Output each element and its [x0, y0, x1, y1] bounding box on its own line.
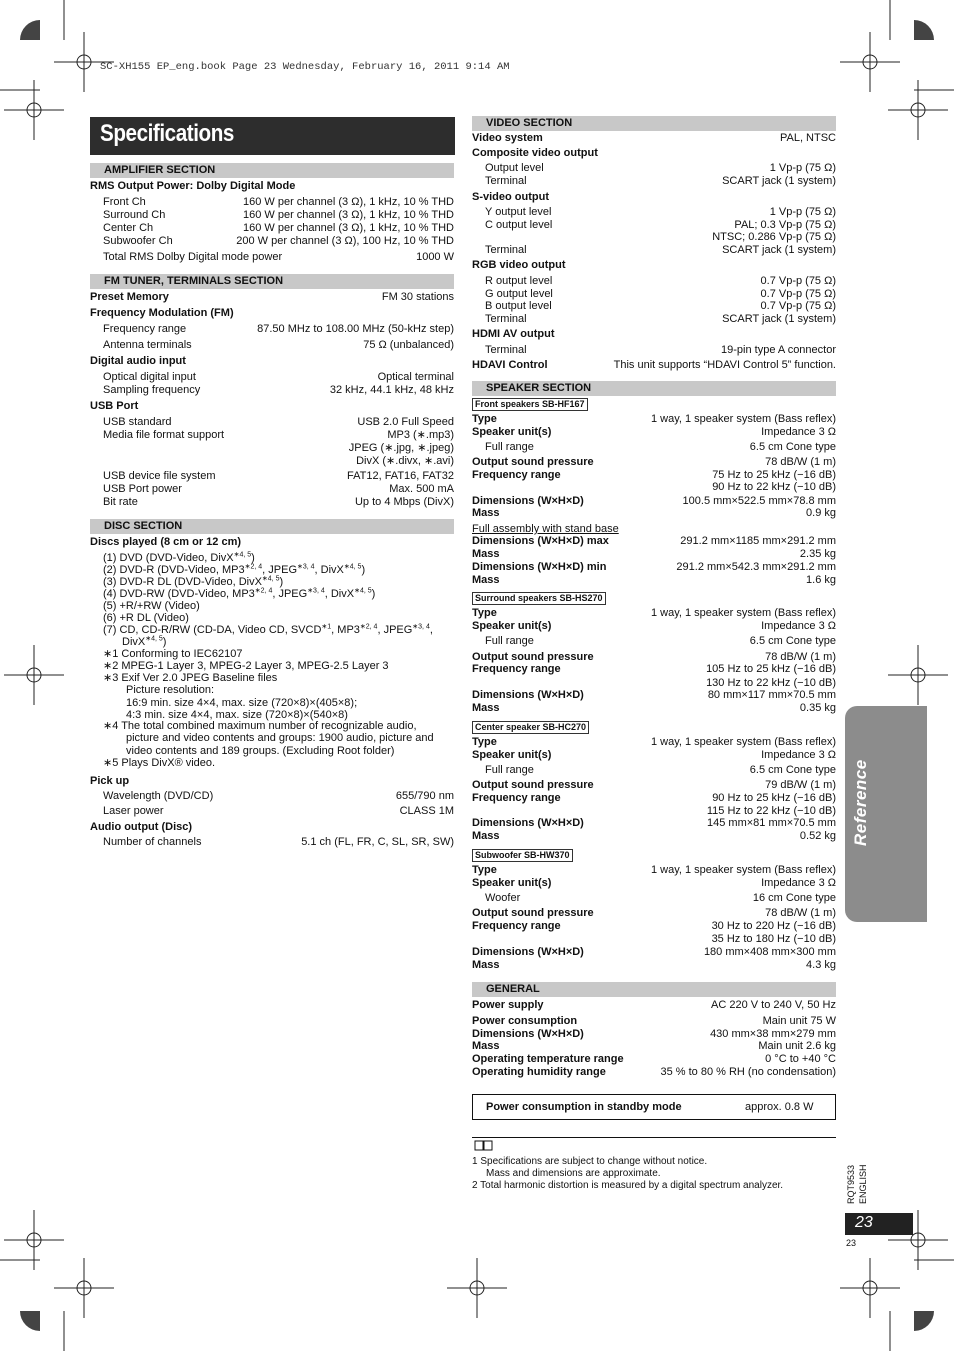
- spec-label: Output sound pressure: [472, 779, 594, 791]
- spec-value: 0 °C to +40 °C: [765, 1053, 836, 1065]
- spec-value: SCART jack (1 system): [722, 313, 836, 325]
- page-title: Specifications: [100, 120, 234, 147]
- spec-value: 1 way, 1 speaker system (Bass reflex): [650, 413, 836, 425]
- footnote: ∗4 The total combined maximum number of recognizable audio,: [103, 720, 417, 732]
- spec-label: Frequency range: [472, 920, 561, 932]
- subwoofer-subheader: Subwoofer SB-HW370: [472, 849, 573, 862]
- spec-label: Dimensions (W×H×D): [472, 946, 584, 958]
- spec-value: 75 Hz to 25 kHz (−16 dB): [712, 469, 836, 481]
- spec-value: Impedance 3 Ω: [761, 620, 836, 632]
- footnote: 16:9 min. size 4×4, max. size (720×8)×(405×8);: [126, 697, 358, 709]
- spec-heading: Composite video output: [472, 147, 598, 159]
- spec-value: 115 Hz to 22 kHz (−10 dB): [706, 805, 836, 817]
- notes-divider: [472, 1137, 836, 1138]
- spec-label: Number of channels: [103, 836, 202, 848]
- spec-value: PAL, NTSC: [779, 132, 836, 144]
- spec-value: MP3 (∗.mp3): [387, 429, 454, 441]
- spec-value: 0.7 Vp-p (75 Ω): [760, 275, 836, 287]
- spec-heading: Frequency Modulation (FM): [90, 307, 234, 319]
- disc-item: (3) DVD-R DL (DVD-Video, DivX$^{∗4, 5}$): [103, 575, 284, 588]
- spec-value: JPEG (∗.jpg, ∗.jpeg): [348, 442, 454, 454]
- spec-value: AC 220 V to 240 V, 50 Hz: [711, 999, 836, 1011]
- spec-value: FAT12, FAT16, FAT32: [347, 470, 454, 482]
- spec-value: Up to 4 Mbps (DivX): [354, 496, 454, 508]
- book-icon: [474, 1140, 494, 1152]
- spec-value: Main unit 75 W: [762, 1015, 836, 1027]
- spec-label: Mass: [472, 507, 500, 519]
- spec-value: 1 Vp-p (75 Ω): [769, 162, 836, 174]
- spec-value: 0.7 Vp-p (75 Ω): [760, 288, 836, 300]
- spec-label: Video system: [472, 132, 543, 144]
- spec-value: 0.35 kg: [799, 702, 836, 714]
- spec-label: Dimensions (W×H×D): [472, 1028, 584, 1040]
- spec-value: 0.9 kg: [806, 507, 836, 519]
- spec-label: Power consumption: [472, 1015, 578, 1027]
- spec-value: SCART jack (1 system): [722, 175, 836, 187]
- spec-label: Center Ch: [103, 222, 154, 234]
- spec-label: Woofer: [485, 892, 521, 904]
- spec-label: Output sound pressure: [472, 456, 594, 468]
- spec-label: Power supply: [472, 999, 544, 1011]
- spec-label: Total RMS Dolby Digital mode power: [103, 251, 283, 263]
- spec-label: USB device file system: [103, 470, 216, 482]
- spec-label: B output level: [485, 300, 552, 312]
- spec-value: 180 mm×408 mm×300 mm: [703, 946, 836, 958]
- spec-value: 30 Hz to 220 Hz (−16 dB): [711, 920, 836, 932]
- spec-value: 2.35 kg: [799, 548, 836, 560]
- spec-value: 5.1 ch (FL, FR, C, SL, SR, SW): [301, 836, 454, 848]
- spec-value: Impedance 3 Ω: [761, 877, 836, 889]
- spec-label: Mass: [472, 702, 500, 714]
- spec-label: Operating temperature range: [472, 1053, 624, 1065]
- spec-value: 1.6 kg: [806, 574, 836, 586]
- spec-value: 6.5 cm Cone type: [749, 441, 836, 453]
- spec-value: 291.2 mm×1185 mm×291.2 mm: [680, 535, 836, 547]
- spec-value: 145 mm×81 mm×70.5 mm: [707, 817, 836, 829]
- footnote: video contents and 189 groups. (Excluding Root folder): [126, 745, 395, 757]
- rms-heading: RMS Output Power: Dolby Digital Mode: [90, 180, 296, 192]
- note-line: 2 Total harmonic distortion is measured by a digital spectrum analyzer.: [472, 1180, 784, 1191]
- spec-heading: Discs played (8 cm or 12 cm): [90, 536, 242, 548]
- spec-label: HDAVI Control: [472, 359, 548, 371]
- spec-value: 78 dB/W (1 m): [765, 907, 836, 919]
- spec-value: CLASS 1M: [399, 805, 454, 817]
- spec-label: Dimensions (W×H×D): [472, 495, 584, 507]
- general-section-header: GENERAL: [472, 982, 836, 997]
- disc-item: DivX$^{∗4, 5}$): [122, 635, 167, 648]
- spec-value: 75 Ω (unbalanced): [363, 339, 454, 351]
- spec-label: G output level: [485, 288, 553, 300]
- spec-label: Media file format support: [103, 429, 225, 441]
- spec-label: Dimensions (W×H×D): [472, 817, 584, 829]
- standby-power-box: [472, 1094, 836, 1120]
- spec-value: 90 Hz to 22 kHz (−10 dB): [712, 481, 836, 493]
- spec-label: Frequency range: [103, 323, 187, 335]
- spec-label: Dimensions (W×H×D): [472, 689, 584, 701]
- footnote: ∗2 MPEG-1 Layer 3, MPEG-2 Layer 3, MPEG-2.5 Layer 3: [103, 660, 389, 672]
- note-line: Mass and dimensions are approximate.: [486, 1168, 661, 1179]
- spec-label: Dimensions (W×H×D) min: [472, 561, 607, 573]
- speaker-section-header: SPEAKER SECTION: [472, 381, 836, 396]
- spec-value: Max. 500 mA: [389, 483, 454, 495]
- spec-label: Frequency range: [472, 469, 561, 481]
- footnote: ∗1 Conforming to IEC62107: [103, 648, 243, 660]
- right-column: [472, 0, 836, 1351]
- spec-value: 655/790 nm: [395, 790, 454, 802]
- page-number: 23: [855, 1214, 873, 1231]
- spec-value: Optical terminal: [377, 371, 454, 383]
- spec-label: Full range: [485, 635, 534, 647]
- spec-value: SCART jack (1 system): [722, 244, 836, 256]
- footnote: ∗3 Exif Ver 2.0 JPEG Baseline files: [103, 672, 278, 684]
- disc-section-header: DISC SECTION: [90, 519, 454, 534]
- spec-label: Mass: [472, 548, 500, 560]
- center-speaker-subheader: Center speaker SB-HC270: [472, 721, 589, 734]
- surround-speakers-subheader: Surround speakers SB-HS270: [472, 592, 606, 605]
- spec-heading: S-video output: [472, 191, 549, 203]
- spec-value: 35 % to 80 % RH (no condensation): [660, 1066, 836, 1078]
- spec-label: Output sound pressure: [472, 907, 594, 919]
- note-line: 1 Specifications are subject to change without notice.: [472, 1156, 708, 1167]
- spec-label: Sampling frequency: [103, 384, 201, 396]
- spec-value: This unit supports “HDAVI Control 5” function.: [613, 359, 836, 371]
- spec-value: 4.3 kg: [806, 959, 836, 971]
- spec-value: 105 Hz to 25 kHz (−16 dB): [706, 663, 836, 675]
- spec-value: Impedance 3 Ω: [761, 426, 836, 438]
- spec-value: 430 mm×38 mm×279 mm: [710, 1028, 836, 1040]
- standby-value: approx. 0.8 W: [745, 1101, 814, 1113]
- spec-value: 6.5 cm Cone type: [749, 764, 836, 776]
- spec-label: C output level: [485, 219, 553, 231]
- spec-label: Laser power: [103, 805, 164, 817]
- spec-label: Speaker unit(s): [472, 877, 552, 889]
- spec-label: Dimensions (W×H×D) max: [472, 535, 609, 547]
- spec-heading: Digital audio input: [90, 355, 186, 367]
- file-header: SC-XH155 EP_eng.book Page 23 Wednesday, February 16, 2011 9:14 AM: [100, 61, 510, 73]
- spec-value: 1000 W: [416, 251, 454, 263]
- spec-label: Type: [472, 413, 497, 425]
- spec-value: DivX (∗.divx, ∗.avi): [356, 455, 454, 467]
- spec-label: Output level: [485, 162, 544, 174]
- spec-value: 32 kHz, 44.1 kHz, 48 kHz: [329, 384, 454, 396]
- spec-value: 0.7 Vp-p (75 Ω): [760, 300, 836, 312]
- footnote: picture and video contents and groups: 1900 audio, picture and: [126, 732, 434, 744]
- spec-value: 78 dB/W (1 m): [765, 651, 836, 663]
- spec-value: 1 way, 1 speaker system (Bass reflex): [650, 607, 836, 619]
- spec-label: Subwoofer Ch: [103, 235, 173, 247]
- spec-value: 78 dB/W (1 m): [765, 456, 836, 468]
- spec-label: Type: [472, 607, 497, 619]
- spec-label: Front Ch: [103, 196, 146, 208]
- spec-label: Terminal: [485, 313, 527, 325]
- spec-value: FM 30 stations: [381, 291, 454, 303]
- spec-value: 19-pin type A connector: [721, 344, 836, 356]
- disc-item: (4) DVD-RW (DVD-Video, $MP3^{∗2, 4}$, $JPEG^{∗3, 4}$, DivX$^{∗4, 5}$): [103, 587, 376, 600]
- spec-heading: RGB video output: [472, 259, 566, 271]
- spec-label: Terminal: [485, 244, 527, 256]
- spec-value: 160 W per channel (3 Ω), 1 kHz, 10 % THD: [243, 196, 454, 208]
- spec-value: 80 mm×117 mm×70.5 mm: [707, 689, 836, 701]
- spec-value: 130 Hz to 22 kHz (−10 dB): [706, 677, 836, 689]
- spec-label: Full range: [485, 764, 534, 776]
- spec-heading: USB Port: [90, 400, 139, 412]
- spec-value: PAL; 0.3 Vp-p (75 Ω): [734, 219, 836, 231]
- spec-label: Preset Memory: [90, 291, 169, 303]
- spec-value: USB 2.0 Full Speed: [357, 416, 454, 428]
- footnote: 4:3 min. size 4×4, max. size (720×8)×(540×8): [126, 709, 348, 721]
- spec-label: USB standard: [103, 416, 172, 428]
- video-section-header: VIDEO SECTION: [472, 116, 836, 131]
- spec-value: Impedance 3 Ω: [761, 749, 836, 761]
- spec-label: Type: [472, 736, 497, 748]
- full-assembly-heading: Full assembly with stand base: [472, 523, 619, 535]
- reference-tab-label: Reference: [851, 759, 870, 846]
- spec-label: Bit rate: [103, 496, 138, 508]
- spec-label: Optical digital input: [103, 371, 196, 383]
- spec-label: Mass: [472, 830, 500, 842]
- spec-value: 1 way, 1 speaker system (Bass reflex): [650, 864, 836, 876]
- spec-value: 0.52 kg: [799, 830, 836, 842]
- spec-value: 6.5 cm Cone type: [749, 635, 836, 647]
- spec-heading: Audio output (Disc): [90, 821, 193, 833]
- doc-code: RQT9533: [846, 1164, 856, 1204]
- spec-label: Output sound pressure: [472, 651, 594, 663]
- spec-label: Surround Ch: [103, 209, 166, 221]
- spec-heading: HDMI AV output: [472, 328, 555, 340]
- spec-label: Mass: [472, 959, 500, 971]
- spec-value: NTSC; 0.286 Vp-p (75 Ω): [712, 231, 836, 243]
- spec-value: 160 W per channel (3 Ω), 1 kHz, 10 % THD: [243, 222, 454, 234]
- spec-value: 1 Vp-p (75 Ω): [769, 206, 836, 218]
- spec-label: Y output level: [485, 206, 552, 218]
- spec-label: Terminal: [485, 344, 527, 356]
- spec-label: Wavelength (DVD/CD): [103, 790, 214, 802]
- footnote: Picture resolution:: [126, 684, 215, 696]
- footnote: ∗5 Plays DivX® video.: [103, 757, 216, 769]
- spec-label: Operating humidity range: [472, 1066, 606, 1078]
- spec-label: Terminal: [485, 175, 527, 187]
- spec-label: Speaker unit(s): [472, 426, 552, 438]
- spec-label: Mass: [472, 1040, 500, 1052]
- spec-label: R output level: [485, 275, 553, 287]
- page-number-small: 23: [846, 1238, 857, 1248]
- spec-heading: Pick up: [90, 775, 130, 787]
- standby-label: Power consumption in standby mode: [486, 1101, 682, 1113]
- spec-value: Main unit 2.6 kg: [758, 1040, 836, 1052]
- spec-value: 35 Hz to 180 Hz (−10 dB): [711, 933, 836, 945]
- spec-label: Speaker unit(s): [472, 620, 552, 632]
- spec-label: Frequency range: [472, 792, 561, 804]
- spec-label: USB Port power: [103, 483, 182, 495]
- disc-item: (1) DVD (DVD-Video, DivX$^{∗4, 5}$): [103, 551, 255, 564]
- spec-value: 160 W per channel (3 Ω), 1 kHz, 10 % THD: [243, 209, 454, 221]
- reference-tab: [845, 706, 927, 922]
- page-number-box: [845, 1213, 913, 1235]
- spec-label: Type: [472, 864, 497, 876]
- front-speakers-subheader: Front speakers SB-HF167: [472, 398, 588, 411]
- spec-label: Mass: [472, 574, 500, 586]
- fm-tuner-section-header: FM TUNER, TERMINALS SECTION: [90, 274, 454, 289]
- disc-item: (7) CD, CD-R/RW (CD-DA, Video CD, $SVCD^{∗1}$, $MP3^{∗2, 4}$, $JPEG^{∗3, 4}$,: [103, 623, 433, 636]
- spec-value: 90 Hz to 25 kHz (−16 dB): [712, 792, 836, 804]
- spec-label: Antenna terminals: [103, 339, 192, 351]
- disc-item: (5) +R/+RW (Video): [103, 600, 200, 612]
- spec-value: 1 way, 1 speaker system (Bass reflex): [650, 736, 836, 748]
- spec-value: 79 dB/W (1 m): [765, 779, 836, 791]
- spec-label: Speaker unit(s): [472, 749, 552, 761]
- spec-label: Frequency range: [472, 663, 561, 675]
- language-label: ENGLISH: [858, 1164, 868, 1204]
- spec-value: 100.5 mm×522.5 mm×78.8 mm: [682, 495, 836, 507]
- disc-item: (6) +R DL (Video): [103, 612, 189, 624]
- spec-value: 87.50 MHz to 108.00 MHz (50-kHz step): [257, 323, 454, 335]
- spec-value: 200 W per channel (3 Ω), 100 Hz, 10 % THD: [236, 235, 454, 247]
- spec-label: Full range: [485, 441, 534, 453]
- spec-value: 16 cm Cone type: [752, 892, 836, 904]
- disc-item: (2) DVD-R (DVD-Video, $MP3^{∗2, 4}$, $JPEG^{∗3, 4}$, DivX$^{∗4, 5}$): [103, 563, 366, 576]
- amplifier-section-header: AMPLIFIER SECTION: [90, 163, 454, 178]
- spec-value: 291.2 mm×542.3 mm×291.2 mm: [676, 561, 836, 573]
- left-column: [90, 0, 454, 1351]
